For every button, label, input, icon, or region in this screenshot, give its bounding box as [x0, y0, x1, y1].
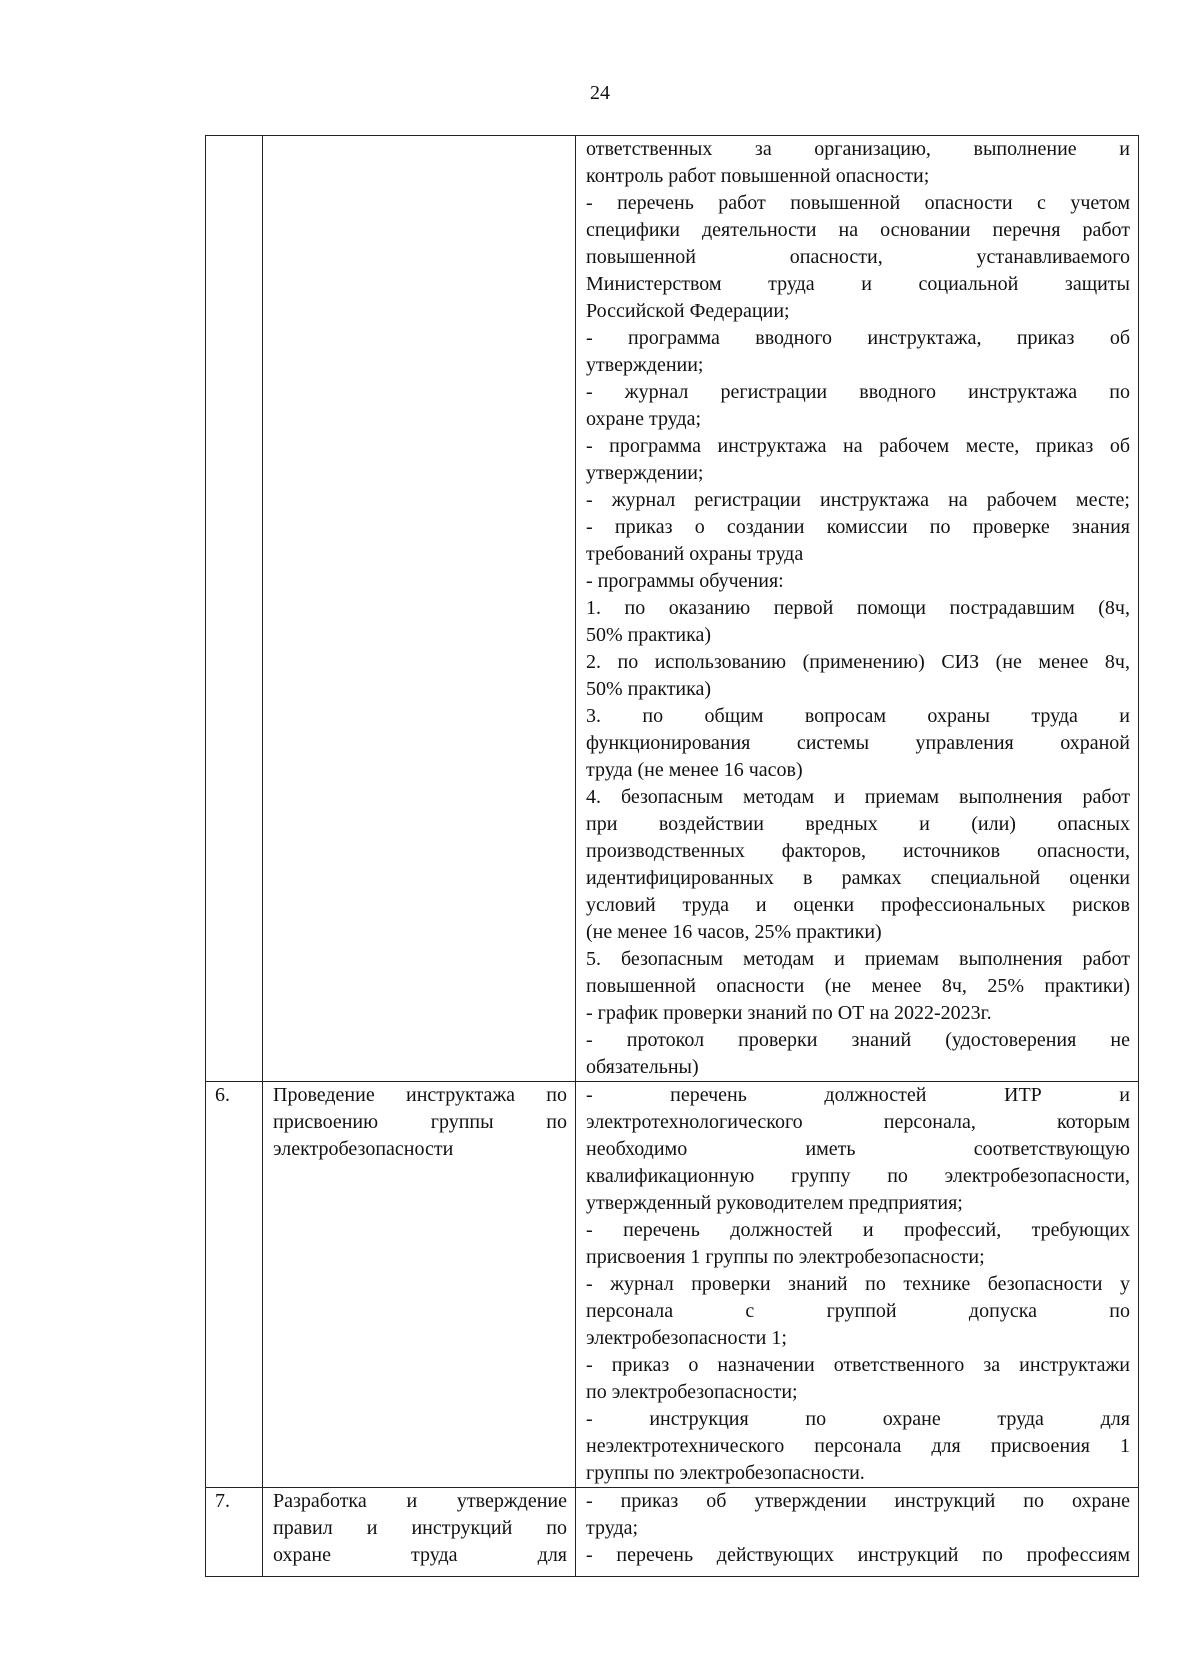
text-line: Министерством труда и социальной защиты	[586, 273, 1130, 295]
page-number: 24	[590, 82, 610, 104]
text-line: утверждении;	[586, 462, 704, 484]
text-line: группы по электробезопасности.	[586, 1462, 865, 1484]
text-line: Проведение инструктажа по	[273, 1084, 567, 1106]
table-row	[206, 1082, 1139, 1488]
text-line: охране труда для	[273, 1544, 567, 1566]
text-line: производственных факторов, источников опасности,	[586, 840, 1130, 862]
text-line: квалификационную группу по электробезопасности,	[586, 1165, 1130, 1187]
text-line: охране труда;	[586, 408, 702, 430]
text-line: по электробезопасности;	[586, 1381, 798, 1403]
text-line: - программы обучения:	[586, 570, 784, 592]
text-line: - приказ о создании комиссии по проверке знания	[586, 516, 1130, 538]
row-title-cell	[263, 1082, 576, 1488]
text-line: 4. безопасным методам и приемам выполнения работ	[586, 786, 1130, 808]
requirements-table	[205, 135, 1139, 1577]
text-line: электробезопасности	[273, 1138, 454, 1160]
text-line: ответственных за организацию, выполнение и	[586, 138, 1130, 160]
text-line: идентифицированных в рамках специальной оценки	[586, 867, 1130, 889]
text-line: условий труда и оценки профессиональных рисков	[586, 894, 1130, 916]
text-line: контроль работ повышенной опасности;	[586, 165, 930, 187]
text-line: повышенной опасности, устанавливаемого	[586, 246, 1130, 268]
text-line: утвержденный руководителем предприятия;	[586, 1192, 963, 1214]
row-title-cell	[263, 1488, 576, 1577]
text-line: труда;	[586, 1517, 639, 1539]
text-line: - график проверки знаний по ОТ на 2022-2023г.	[586, 1002, 992, 1024]
text-line: - журнал регистрации инструктажа на рабочем месте;	[586, 489, 1130, 511]
text-line: электротехнологического персонала, которым	[586, 1111, 1130, 1133]
text-line: Разработка и утверждение	[273, 1490, 567, 1512]
text-line: - перечень должностей ИТР и	[586, 1084, 1130, 1106]
text-line: необходимо иметь соответствующую	[586, 1138, 1130, 1160]
row-number-cell: 7.	[206, 1488, 263, 1577]
text-line: - приказ об утверждении инструкций по охране	[586, 1490, 1130, 1512]
text-line: - журнал регистрации вводного инструктажа по	[586, 381, 1130, 403]
row-content-cell	[576, 1082, 1139, 1488]
text-line: функционирования системы управления охраной	[586, 732, 1130, 754]
text-line: специфики деятельности на основании перечня работ	[586, 219, 1130, 241]
text-line: труда (не менее 16 часов)	[586, 759, 803, 781]
text-line: обязательны)	[586, 1056, 699, 1078]
text-line: - программа вводного инструктажа, приказ об	[586, 327, 1130, 349]
text-line: повышенной опасности (не менее 8ч, 25% практики)	[586, 975, 1130, 997]
text-line: при воздействии вредных и (или) опасных	[586, 813, 1130, 835]
text-line: - инструкция по охране труда для	[586, 1408, 1130, 1430]
row-content-cell	[576, 1488, 1139, 1577]
text-line: - программа инструктажа на рабочем месте, приказ об	[586, 435, 1130, 457]
table-row	[206, 1488, 1139, 1577]
text-line: требований охраны труда	[586, 543, 804, 565]
text-line: - журнал проверки знаний по технике безопасности у	[586, 1273, 1130, 1295]
row-number-cell	[206, 136, 263, 1082]
text-line: персонала с группой допуска по	[586, 1300, 1130, 1322]
text-line: - перечень должностей и профессий, требующих	[586, 1219, 1130, 1241]
text-line: присвоению группы по	[273, 1111, 567, 1133]
text-line: 3. по общим вопросам охраны труда и	[586, 705, 1130, 727]
text-line: 50% практика)	[586, 678, 712, 700]
text-line: 50% практика)	[586, 624, 712, 646]
row-number-cell: 6.	[206, 1082, 263, 1488]
text-line: - перечень работ повышенной опасности с учетом	[586, 192, 1130, 214]
text-line: Российской Федерации;	[586, 300, 790, 322]
row-content-cell	[576, 136, 1139, 1082]
table-row	[206, 136, 1139, 1082]
text-line: - протокол проверки знаний (удостоверения не	[586, 1029, 1130, 1051]
text-line: электробезопасности 1;	[586, 1327, 787, 1349]
text-line: - приказ о назначении ответственного за инструктажи	[586, 1354, 1130, 1376]
text-line: 5. безопасным методам и приемам выполнения работ	[586, 948, 1130, 970]
text-line: утверждении;	[586, 354, 704, 376]
text-line: присвоения 1 группы по электробезопасности;	[586, 1246, 985, 1268]
text-line: неэлектротехнического персонала для присвоения 1	[586, 1435, 1130, 1457]
text-line: 2. по использованию (применению) СИЗ (не менее 8ч,	[586, 651, 1130, 673]
text-line: правил и инструкций по	[273, 1517, 567, 1539]
row-title-cell	[263, 136, 576, 1082]
text-line: 1. по оказанию первой помощи пострадавшим (8ч,	[586, 597, 1130, 619]
text-line: (не менее 16 часов, 25% практики)	[586, 921, 882, 943]
text-line: - перечень действующих инструкций по профессиям	[586, 1544, 1130, 1566]
